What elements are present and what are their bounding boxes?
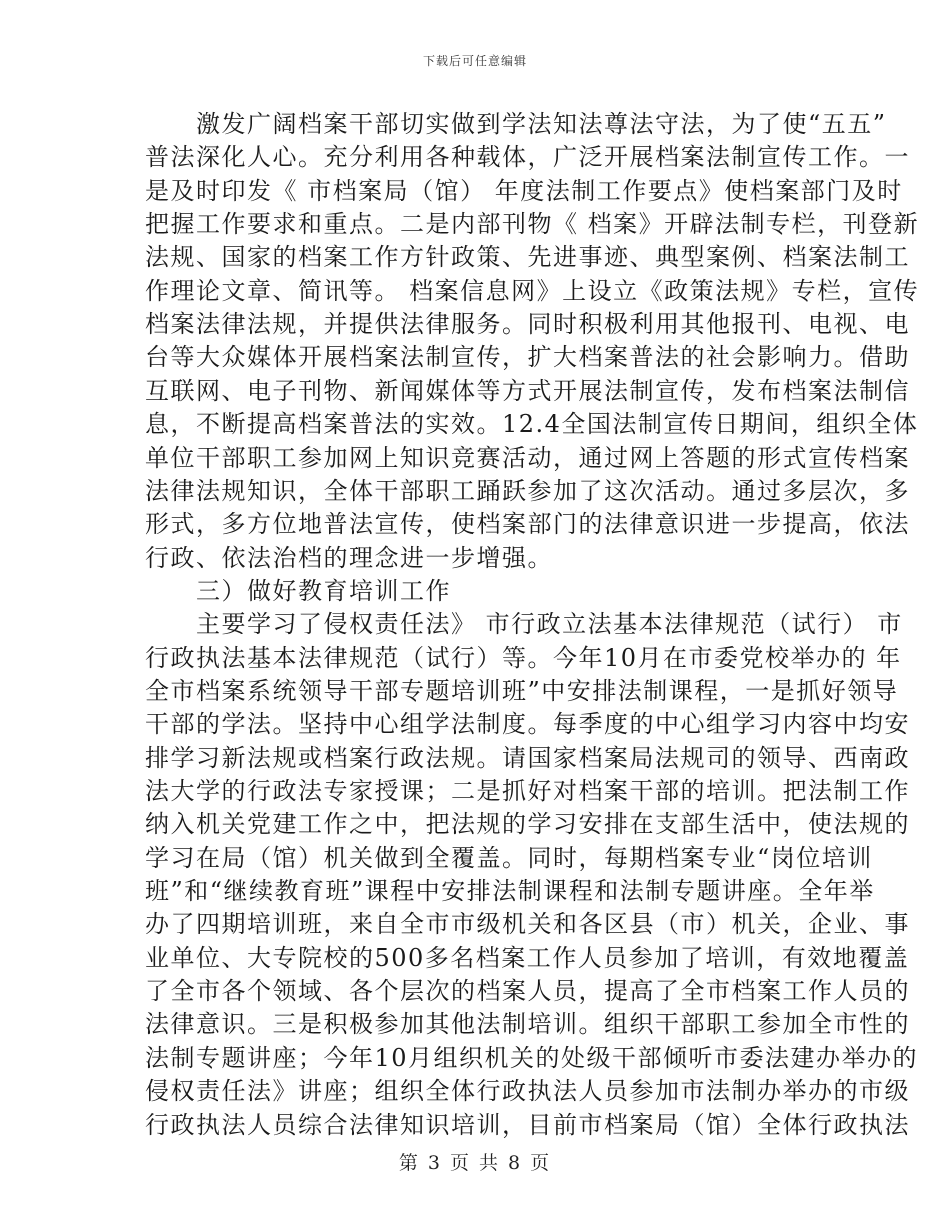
text-line: 把握工作要求和重点。二是内部刊物《 档案》开辟法制专栏，刊登新 (145, 210, 920, 238)
text-line: 业单位、大专院校的500多名档案工作人员参加了培训，有效地覆盖 (145, 944, 910, 972)
text-line: 法律意识。三是积极参加其他法制培训。组织干部职工参加全市性的 (145, 1010, 910, 1038)
text-line: 息，不断提高档案普法的实效。12.4全国法制宣传日期间，组织全体 (145, 410, 919, 438)
text-line: 办了四期培训班，来自全市市级机关和各区县（市）机关，企业、事 (145, 910, 910, 938)
text-line: 三）做好教育培训工作 (145, 577, 451, 605)
text-line: 侵权责任法》讲座；组织全体行政执法人员参加市法制办举办的市级 (145, 1077, 910, 1105)
text-line: 法规、国家的档案工作方针政策、先进事迹、典型案例、档案法制工 (145, 243, 910, 271)
text-line: 形式，多方位地普法宣传，使档案部门的法律意识进一步提高，依法 (145, 510, 910, 538)
text-line: 了全市各个领域、各个层次的档案人员，提高了全市档案工作人员的 (145, 977, 910, 1005)
text-line: 法律法规知识，全体干部职工踊跃参加了这次活动。通过多层次，多 (145, 477, 910, 505)
text-line: 互联网、电子刊物、新闻媒体等方式开展法制宣传，发布档案法制信 (145, 377, 910, 405)
text-line: 是及时印发《 市档案局（馆） 年度法制工作要点》使档案部门及时 (145, 177, 903, 205)
text-line: 学习在局（馆）机关做到全覆盖。同时，每期档案专业“岗位培训 (145, 844, 873, 872)
text-line: 纳入机关党建工作之中，把法规的学习安排在支部生活中，使法规的 (145, 810, 910, 838)
page-footer: 第 3 页 共 8 页 (398, 1152, 552, 1174)
text-line: 台等大众媒体开展档案法制宣传，扩大档案普法的社会影响力。借助 (145, 343, 910, 371)
text-line: 单位干部职工参加网上知识竞赛活动，通过网上答题的形式宣传档案 (145, 444, 910, 472)
text-line: 行政、依法治档的理念进一步增强。 (145, 544, 553, 572)
text-line: 激发广阔档案干部切实做到学法知法尊法守法，为了使“五五” (145, 110, 887, 138)
text-line: 主要学习了侵权责任法》 市行政立法基本法律规范（试行） 市 (145, 610, 903, 638)
text-line: 干部的学法。坚持中心组学法制度。每季度的中心组学习内容中均安 (145, 710, 910, 738)
text-line: 法大学的行政法专家授课；二是抓好对档案干部的培训。把法制工作 (145, 777, 910, 805)
text-line: 排学习新法规或档案行政法规。请国家档案局法规司的领导、西南政 (145, 744, 910, 772)
text-line: 全市档案系统领导干部专题培训班”中安排法制课程，一是抓好领导 (145, 677, 899, 705)
text-line: 行政执法基本法律规范（试行）等。今年10月在市委党校举办的 年 (145, 644, 902, 672)
text-line: 作理论文章、简讯等。 档案信息网》上设立《政策法规》专栏，宣传 (145, 277, 920, 305)
text-line: 行政执法人员综合法律知识培训，目前市档案局（馆）全体行政执法 (145, 1111, 910, 1139)
text-line: 法制专题讲座；今年10月组织机关的处级干部倾听市委法建办举办的 (145, 1044, 919, 1072)
text-line: 班”和“继续教育班”课程中安排法制课程和法制专题讲座。全年举 (145, 877, 875, 905)
page-header: 下载后可任意编辑 (422, 54, 527, 68)
text-line: 档案法律法规，并提供法律服务。同时积极利用其他报刊、电视、电 (145, 310, 910, 338)
text-line: 普法深化人心。充分利用各种载体，广泛开展档案法制宣传工作。一 (145, 143, 910, 171)
